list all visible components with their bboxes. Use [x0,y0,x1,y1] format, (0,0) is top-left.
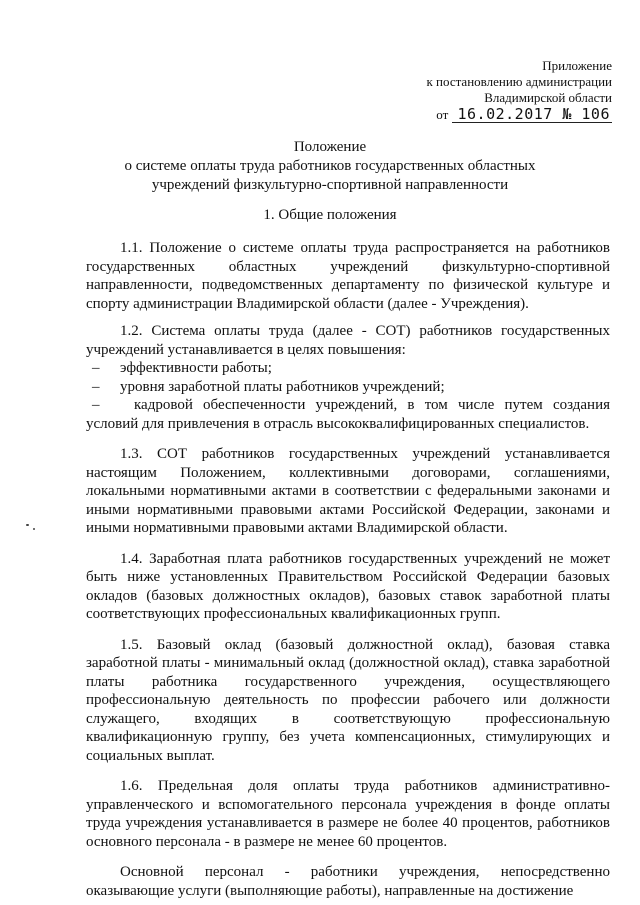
paragraph-1-5: 1.5. Базовый оклад (базовый должностной оклад), базовая ставка заработной платы - минимальный оклад (должностной оклад), ставка заработной платы работника государственного учреждения, осуществляющего профессиональную деятельность по профессии рабочего или должности служащего, входящих в соответствующую профессиональную квалификационную группу, без учета компенсационных, стимулирующих и социальных выплат. [86,636,610,764]
appendix-date-line [352,107,612,123]
scan-speck [26,524,29,526]
appendix-date-number: 16.02.2017 № 106 [452,107,613,123]
dash-marker: – [92,378,100,395]
document-title [60,138,600,195]
paragraph-1-3: 1.3. СОТ работников государственных учреждений устанавливается настоящим Положением, коллективными договорами, соглашениями, локальными нормативными актами в соответствии с федеральными законами и иными нормативными правовыми актами Российской Федерации, законами и иными нормативными правовыми актами Владимирской области. [86,446,610,536]
section-heading: 1. Общие положения [263,207,397,223]
dash-marker: – [92,397,100,413]
bullet-item [86,378,610,397]
document-body [86,239,610,900]
paragraph-main-staff: Основной персонал - работники учреждения, непосредственно оказывающие услуги (выполняющие работы), направленные на достижение [86,864,610,899]
bullet-text: уровня заработной платы работников учреждений; [120,378,445,395]
dash-marker: – [92,360,100,376]
bullet-item-long [86,396,610,433]
paragraph-1-2: 1.2. Система оплаты труда (далее - СОТ) работников государственных учреждений устанавливается в целях повышения: [86,323,610,358]
paragraph-1-4: 1.4. Заработная плата работников государственных учреждений не может быть ниже установленных Правительством Российской Федерации базовых окладов (базовых должностных окладов), базовых ставок заработной платы соответствующих профессиональных квалификационных групп. [86,550,610,622]
appendix-region: Владимирской области [484,90,612,105]
appendix-header [352,58,612,123]
title-line-3: учреждений физкультурно-спортивной направленности [151,177,509,193]
paragraph-1-1: 1.1. Положение о системе оплаты труда распространяется на работников государственных областных учреждений физкультурно-спортивной направленности, подведомственных департаменту по физической культуре и спорту администрации Владимирской области (далее - Учреждения). [86,240,610,312]
bullet-text: эффективности работы; [120,360,272,376]
appendix-title: Приложение [542,58,612,73]
bullet-item [86,359,610,378]
title-line-2: о системе оплаты труда работников государственных областных [124,158,536,174]
appendix-from-label: от [436,107,449,122]
appendix-resolution: к постановлению администрации [426,74,612,89]
scan-speck [33,528,35,530]
title-line-1: Положение [293,139,367,155]
bullet-text: кадровой обеспеченности учреждений, в том числе путем создания условий для привлечения в отрасль высококвалифицированных специалистов. [86,397,610,432]
paragraph-1-6: 1.6. Предельная доля оплаты труда работников административно-управленческого и вспомогательного персонала учреждения в фонде оплаты труда учреждения устанавливается в размере не более 40 процентов, работников основного персонала - в размере не менее 60 процентов. [86,778,610,850]
